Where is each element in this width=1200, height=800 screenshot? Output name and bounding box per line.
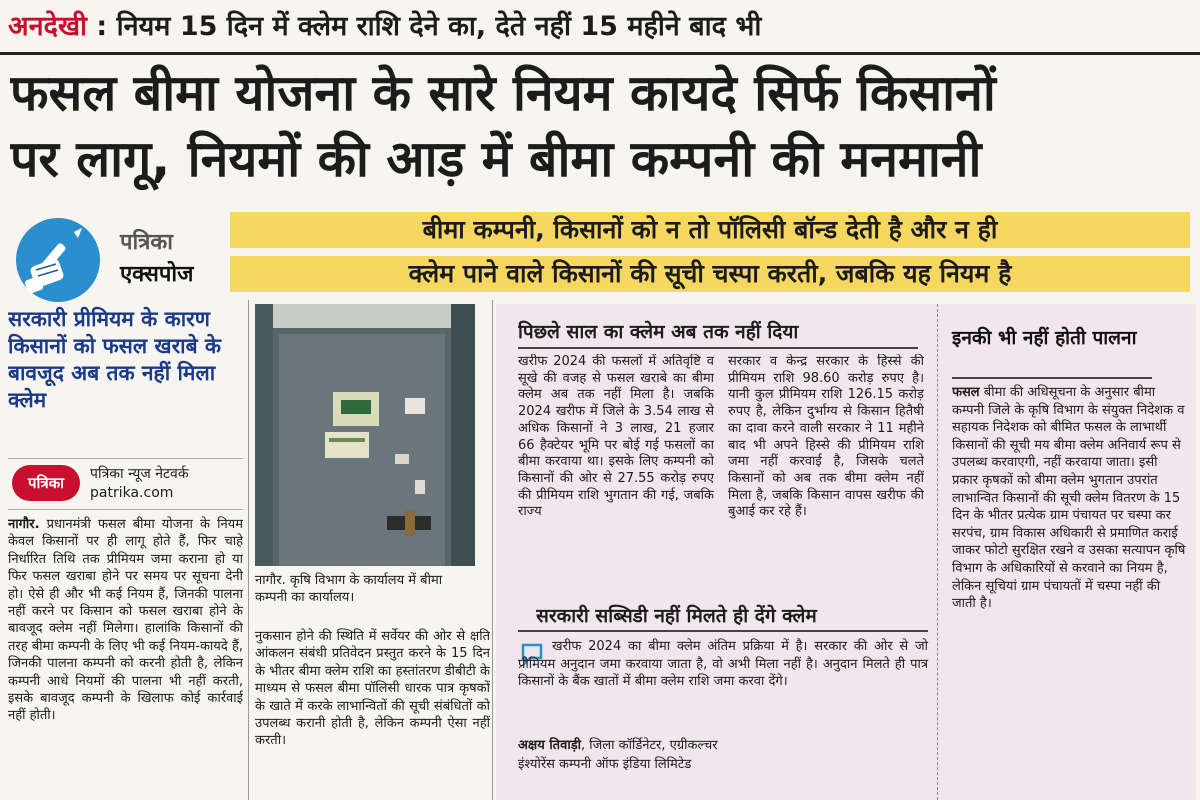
column-divider — [492, 300, 493, 800]
byline-name: पत्रिका न्यूज नेटवर्क — [90, 466, 189, 482]
box-column-2 — [728, 354, 924, 590]
headline-line-2: पर लागू, नियमों की आड़ में बीमा कम्पनी की मनमानी — [10, 130, 982, 188]
deck — [230, 212, 1190, 300]
brand-name-expose: एक्सपोज — [120, 262, 194, 287]
dateline: नागौर. — [8, 517, 40, 532]
side-lead: फसल — [952, 385, 980, 400]
quote-text: खरीफ 2024 का बीमा क्लेम अंतिम प्रक्रिया में है। सरकार की ओर से जो प्रीमियम अनुदान जमा करवाया जाता है, वो अभी मिला नहीं है। अनुदान मिलते ही पात्र किसानों के बैंक खातों में बीमा क्लेम राशि जमा करवा देंगे। — [518, 639, 928, 689]
box-column-1-text: खरीफ 2024 की फसलों में अतिवृष्टि व सूखे की वजह से फसल खराबे का बीमा क्लेम अब तक नहीं मिला है। जबकि 2024 खरीफ में जिले के 3.54 लाख से अधिक किसानों ने 3 लाख, 21 हजार 66 हैक्टेयर भूमि पर बोई गई फसलों का बीमा करवाया था। इसके लिए कम्पनी को किसानों की ओर से 27.55 करोड़ रुपए की प्रीमियम राशि भुगतान की गई, जबकि राज्य — [518, 354, 714, 520]
main-headline — [10, 60, 1195, 192]
patrika-logo: पत्रिका — [12, 465, 80, 501]
side-body-text: बीमा की अधिसूचना के अनुसार बीमा कम्पनी जिले के कृषि विभाग के संयुक्त निदेशक व सहायक निदेशक को बीमित फसल के लाभार्थी किसानों की सूची मय बीमा क्लेम अनिवार्य रूप से उपलब्ध करवाएगी, नहीं करवाया जाता। इसी प्रकार कृषकों को बीमा क्लेम भुगतान उपरांत लाभान्वित किसानों की सूची क्लेम वितरण के 15 दिन के भीतर प्रत्येक ग्राम पंचायत पर चस्पा कर सरपंच, ग्राम विकास अधिकारी से प्रमाणित कराई जाकर फोटो सुरक्षित रखने व उसका सत्यापन कृषि विभाग के अधिकारियों से करवाने का नियम है, लेकिन सूचियां ग्राम पंचायतों में चस्पा नहीं की जाती है। — [952, 385, 1186, 612]
middle-body: नुकसान होने की स्थिति में सर्वेयर की ओर से क्षति आंकलन संबंधी प्रतिवेदन प्रस्तुत करने के 15 दिन के भीतर बीमा क्लेम राशि का हस्तांतरण डीबीटी के माध्यम से फसल बीमा पॉलिसी धारक पात्र कृषकों के खाते में करके लाभान्वितों की सूची संबंधितों को उपलब्ध करानी होती है, लेकिन कम्पनी ऐसा नहीं करती। — [255, 629, 490, 749]
side-body — [952, 384, 1187, 794]
topline-kicker: अनदेखी — [8, 11, 88, 42]
title-rule — [518, 630, 928, 632]
topline — [8, 6, 1188, 50]
left-column — [8, 306, 243, 800]
side-title: इनकी भी नहीं होती पालना — [952, 327, 1137, 349]
sidebar-box — [496, 304, 1196, 800]
deck-line-2: क्लेम पाने वाले किसानों की सूची चस्पा करती, जबकि यह नियम है — [230, 256, 1190, 292]
headline-line-1: फसल बीमा योजना के सारे नियम कायदे सिर्फ किसानों — [10, 64, 996, 122]
quote-role: , जिला कॉर्डिनेटर, एग्रीकल्चर — [581, 738, 718, 753]
topline-text: नियम 15 दिन में क्लेम राशि देने का, देते नहीं 15 महीने बाद भी — [116, 11, 762, 42]
byline — [8, 458, 243, 510]
box-column-2-text: सरकार व केन्द्र सरकार के हिस्से की प्रीमियम राशि 98.60 करोड़ रुपए है। यानी कुल प्रीमियम राशि 126.15 करोड़ रुपए है, लेकिन दुर्भाग्य से किसान हितैषी का दावा करने वाली सरकार ने 11 महीने बाद भी अपने हिस्से की प्रीमियम राशि जमा नहीं करवाई है, जिसके चलते किसानों को अब तक बीमा क्लेम नहीं मिला है, जबकि किसान वापस खरीफ की बुआई कर रहे हैं। — [728, 354, 924, 520]
title-rule — [518, 347, 918, 349]
brand-name-patrika: पत्रिका — [120, 230, 173, 255]
box-column-1 — [518, 354, 714, 590]
box-title-claim: पिछले साल का क्लेम अब तक नहीं दिया — [518, 321, 799, 343]
side-panel — [937, 304, 1196, 800]
quote-person: अक्षय तिवाड़ी — [518, 738, 582, 753]
left-body — [8, 516, 243, 800]
header-rule — [0, 52, 1200, 55]
topline-separator: : — [87, 11, 117, 42]
title-rule — [952, 377, 1152, 379]
box-title-subsidy: सरकारी सब्सिडी नहीं मिलते ही देंगे क्लेम — [536, 605, 817, 627]
deck-line-1: बीमा कम्पनी, किसानों को न तो पॉलिसी बॉन्ड देती है और न ही — [230, 212, 1190, 248]
photo-caption: नागौर. कृषि विभाग के कार्यालय में बीमा कम्पनी का कार्यालय। — [255, 573, 443, 605]
byline-url: patrika.com — [90, 485, 174, 501]
middle-column — [255, 628, 490, 800]
brand-logo — [16, 218, 226, 304]
office-door-photo — [255, 304, 475, 566]
left-headline: सरकारी प्रीमियम के कारण किसानों को फसल खराबे के बावजूद अब तक नहीं मिला क्लेम — [8, 307, 222, 412]
left-body-text: प्रधानमंत्री फसल बीमा योजना के नियम केवल किसानों पर ही लागू होते हैं, फिर चाहे निर्धारित तिथि तक प्रीमियम जमा कराना हो या फिर फसल खराबा होने पर समय पर सूचना देनी हो। ऐसे ही और भी कई नियम हैं, जिनकी पालना नहीं करने पर किसान को फसल खराबा होने के बावजूद क्लेम नहीं मिलेगा। हालांकि किसानों की तरह बीमा कम्पनी के लिए भी कई नियम-कायदे हैं, जिनकी पालना कम्पनी को करनी होती है, लेकिन कम्पनी आधे नियमों की पालना भी नहीं करती, इसके बावजूद कम्पनी के खिलाफ कोई कार्रवाई नहीं होती। — [8, 517, 243, 724]
quote-organization: इंश्योरेंस कम्पनी ऑफ इंडिया लिमिटेड — [518, 757, 692, 772]
quote-attribution — [518, 736, 938, 774]
column-divider — [248, 300, 249, 800]
pen-fist-icon — [16, 218, 100, 302]
